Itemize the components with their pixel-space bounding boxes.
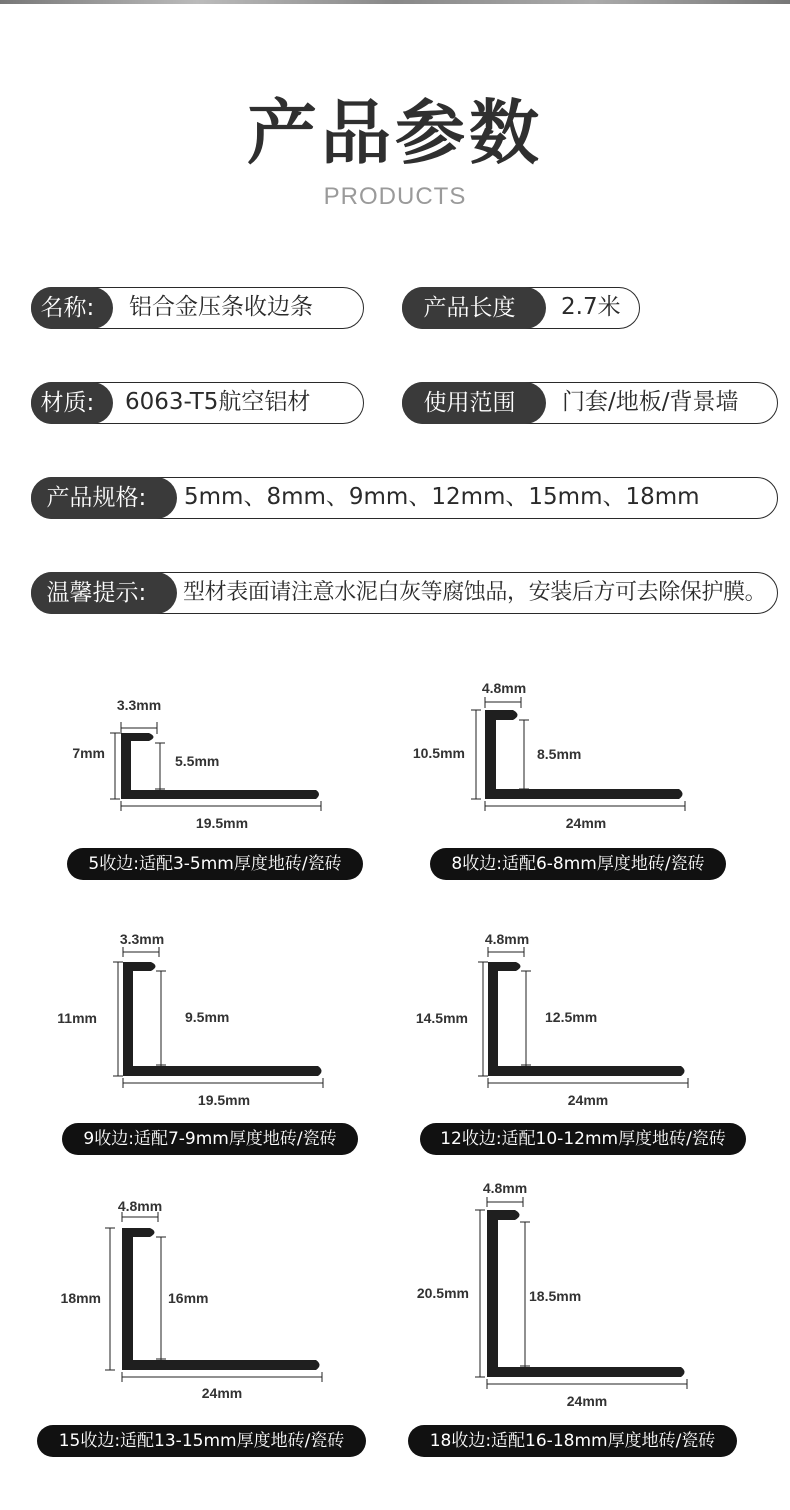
caption-9: 9收边:适配7-9mm厚度地砖/瓷砖 bbox=[62, 1123, 358, 1155]
profile-12-top: 4.8mm bbox=[484, 931, 530, 947]
profile-5-height: 7mm bbox=[72, 745, 105, 761]
profile-5-top: 3.3mm bbox=[116, 697, 162, 713]
profile-9-base: 19.5mm bbox=[197, 1092, 251, 1108]
caption-15: 15收边:适配13-15mm厚度地砖/瓷砖 bbox=[37, 1425, 366, 1457]
profile-15-base: 24mm bbox=[201, 1385, 243, 1401]
profile-9 bbox=[57, 931, 323, 1108]
profile-18-height: 20.5mm bbox=[416, 1285, 469, 1301]
profile-8-height: 10.5mm bbox=[412, 745, 465, 761]
profile-5-inner: 5.5mm bbox=[175, 753, 220, 769]
profile-18-base: 24mm bbox=[566, 1393, 608, 1409]
profile-8-shape bbox=[485, 710, 683, 799]
profile-9-inner: 9.5mm bbox=[185, 1009, 230, 1025]
page-title: 产品参数 bbox=[247, 92, 543, 174]
profile-9-height: 11mm bbox=[57, 1010, 97, 1026]
profile-8-base: 24mm bbox=[565, 815, 607, 831]
spec-usage-value: 门套/地板/背景墙 bbox=[562, 389, 739, 415]
profile-18-inner: 18.5mm bbox=[529, 1288, 582, 1304]
spec-sizes-value: 5mm、8mm、9mm、12mm、15mm、18mm bbox=[184, 484, 700, 510]
spec-usage-label: 使用范围 bbox=[402, 382, 546, 424]
caption-12: 12收边:适配10-12mm厚度地砖/瓷砖 bbox=[420, 1123, 746, 1155]
profile-12 bbox=[416, 931, 688, 1108]
profile-12-height: 14.5mm bbox=[415, 1010, 468, 1026]
profile-18-top: 4.8mm bbox=[482, 1180, 528, 1196]
profile-15-height: 18mm bbox=[60, 1290, 101, 1306]
caption-5: 5收边:适配3-5mm厚度地砖/瓷砖 bbox=[67, 848, 363, 880]
caption-18: 18收边:适配16-18mm厚度地砖/瓷砖 bbox=[408, 1425, 737, 1457]
profile-18-shape bbox=[487, 1210, 685, 1377]
profile-15-inner: 16mm bbox=[168, 1290, 209, 1306]
profile-18 bbox=[417, 1180, 687, 1409]
spec-tip-label: 温馨提示: bbox=[31, 572, 177, 614]
profile-5 bbox=[72, 697, 321, 831]
page-subtitle: PRODUCTS bbox=[323, 183, 467, 210]
spec-name-value: 铝合金压条收边条 bbox=[129, 294, 313, 320]
profile-12-inner: 12.5mm bbox=[545, 1009, 598, 1025]
profile-8-inner: 8.5mm bbox=[537, 746, 582, 762]
profile-5-shape bbox=[121, 733, 319, 799]
spec-name-label: 名称: bbox=[31, 287, 113, 329]
profile-15 bbox=[61, 1198, 322, 1401]
spec-material-label: 材质: bbox=[31, 382, 113, 424]
profile-8 bbox=[413, 680, 685, 831]
profile-8-top: 4.8mm bbox=[481, 680, 527, 696]
profile-12-base: 24mm bbox=[567, 1092, 609, 1108]
profile-15-top: 4.8mm bbox=[117, 1198, 163, 1214]
profile-5-base: 19.5mm bbox=[195, 815, 249, 831]
spec-material-value: 6063-T5航空铝材 bbox=[125, 389, 311, 415]
spec-length-label: 产品长度 bbox=[402, 287, 546, 329]
profile-9-top: 3.3mm bbox=[119, 931, 165, 947]
spec-length-value: 2.7米 bbox=[561, 294, 621, 320]
profile-15-shape bbox=[122, 1228, 320, 1370]
caption-8: 8收边:适配6-8mm厚度地砖/瓷砖 bbox=[430, 848, 726, 880]
spec-sizes-label: 产品规格: bbox=[31, 477, 177, 519]
spec-tip-value: 型材表面请注意水泥白灰等腐蚀品，安装后方可去除保护膜。 bbox=[183, 580, 767, 605]
